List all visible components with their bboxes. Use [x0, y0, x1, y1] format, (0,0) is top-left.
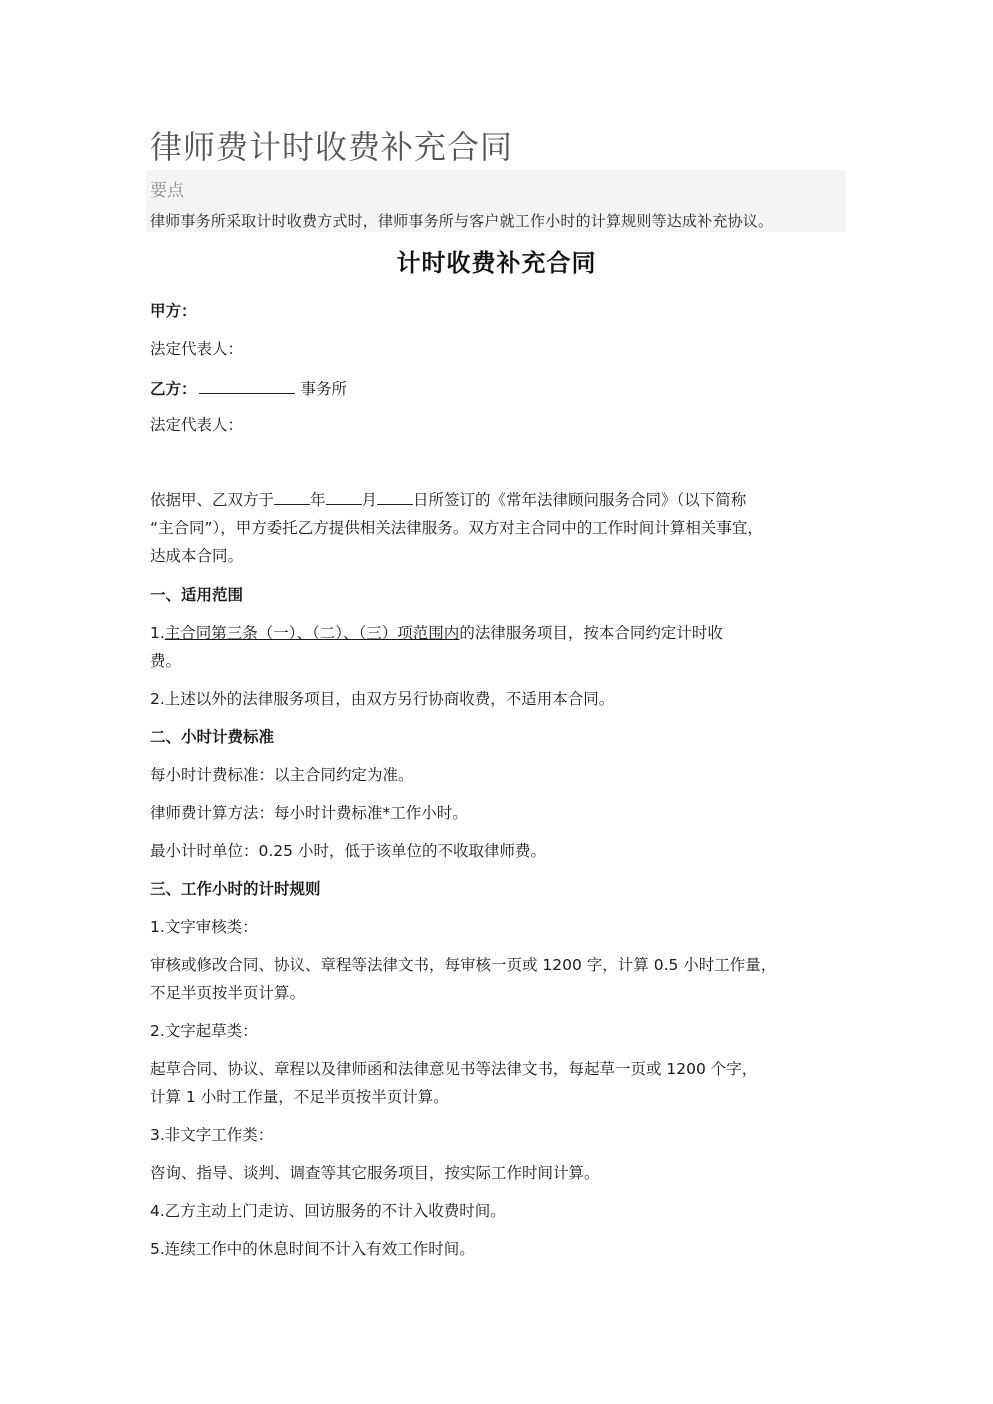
- intro-text-rest: 日所签订的《常年法律顾问服务合同》（以下简称: [413, 491, 747, 509]
- section-3-item-3: 3.非文字工作类：: [150, 1126, 274, 1144]
- party-b-blank: [199, 377, 295, 394]
- section-3-item-1-text-2: 不足半页按半页计算。: [150, 984, 306, 1002]
- section-3-item-1-text-1: 审核或修改合同、协议、章程等法律文书，每审核一页或 1200 字，计算 0.5 小时工作量，: [150, 956, 777, 974]
- section-3-item-2-text-1: 起草合同、协议、章程以及律师函和法律意见书等法律文书，每起草一页或 1200 个字，: [150, 1060, 758, 1078]
- hourly-rate-standard: 每小时计费标准：以主合同约定为准。: [150, 766, 414, 784]
- item-text: 的法律服务项目，按本合同约定计时收: [459, 624, 723, 642]
- intro-month: 月: [361, 491, 378, 509]
- section-2-title: 二、小时计费标准: [150, 728, 275, 746]
- section-3-item-3-text: 咨询、指导、谈判、调查等其它服务项目，按实际工作时间计算。: [150, 1164, 600, 1182]
- party-b-label: 乙方：: [150, 380, 197, 398]
- section-3-item-5: 5.连续工作中的休息时间不计入有效工作时间。: [150, 1240, 475, 1258]
- section-3-item-2-text-2: 计算 1 小时工作量，不足半页按半页计算。: [150, 1088, 449, 1106]
- section-3-title: 三、工作小时的计时规则: [150, 880, 321, 898]
- minimum-billing-unit: 最小计时单位：0.25 小时，低于该单位的不收取律师费。: [150, 842, 546, 860]
- underlined-scope: 主合同第三条（一）、（二）、（三）项范围内: [164, 624, 460, 642]
- party-b-suffix: 事务所: [300, 380, 348, 398]
- contract-title: 计时收费补充合同: [396, 249, 597, 277]
- intro-line-2: “主合同”），甲方委托乙方提供相关法律服务。双方对主合同中的工作时间计算相关事宜，: [150, 519, 763, 537]
- item-number: 1.: [150, 624, 165, 642]
- summary-heading: 要点: [150, 181, 184, 201]
- fee-calculation-method: 律师费计算方法：每小时计费标准*工作小时。: [150, 804, 468, 822]
- section-3-item-1: 1.文字审核类：: [150, 918, 258, 936]
- section-3-item-4: 4.乙方主动上门走访、回访服务的不计入收费时间。: [150, 1202, 506, 1220]
- summary-box: [146, 170, 846, 232]
- section-1-item-1-cont: 费。: [150, 652, 182, 670]
- document-title: 律师费计时收费补充合同: [150, 128, 514, 166]
- section-1-item-2: 2.上述以外的法律服务项目，由双方另行协商收费，不适用本合同。: [150, 690, 615, 708]
- summary-text: 律师事务所采取计时收费方式时，律师事务所与客户就工作小时的计算规则等达成补充协议。: [150, 212, 774, 230]
- day-blank: [377, 488, 413, 505]
- section-1-title: 一、适用范围: [150, 586, 244, 604]
- intro-paragraph: [150, 486, 840, 570]
- party-a-representative: 法定代表人：: [150, 340, 244, 358]
- intro-year: 年: [310, 491, 326, 509]
- party-a-label: 甲方：: [150, 302, 197, 320]
- section-1-item-1: [150, 623, 723, 643]
- intro-line-3: 达成本合同。: [150, 547, 244, 565]
- month-blank: [326, 488, 362, 505]
- year-blank: [274, 488, 310, 505]
- intro-text-start: 依据甲、乙双方于: [150, 491, 275, 509]
- section-3-item-2: 2.文字起草类：: [150, 1022, 258, 1040]
- party-b-representative: 法定代表人：: [150, 416, 244, 434]
- party-b-line: [150, 377, 347, 399]
